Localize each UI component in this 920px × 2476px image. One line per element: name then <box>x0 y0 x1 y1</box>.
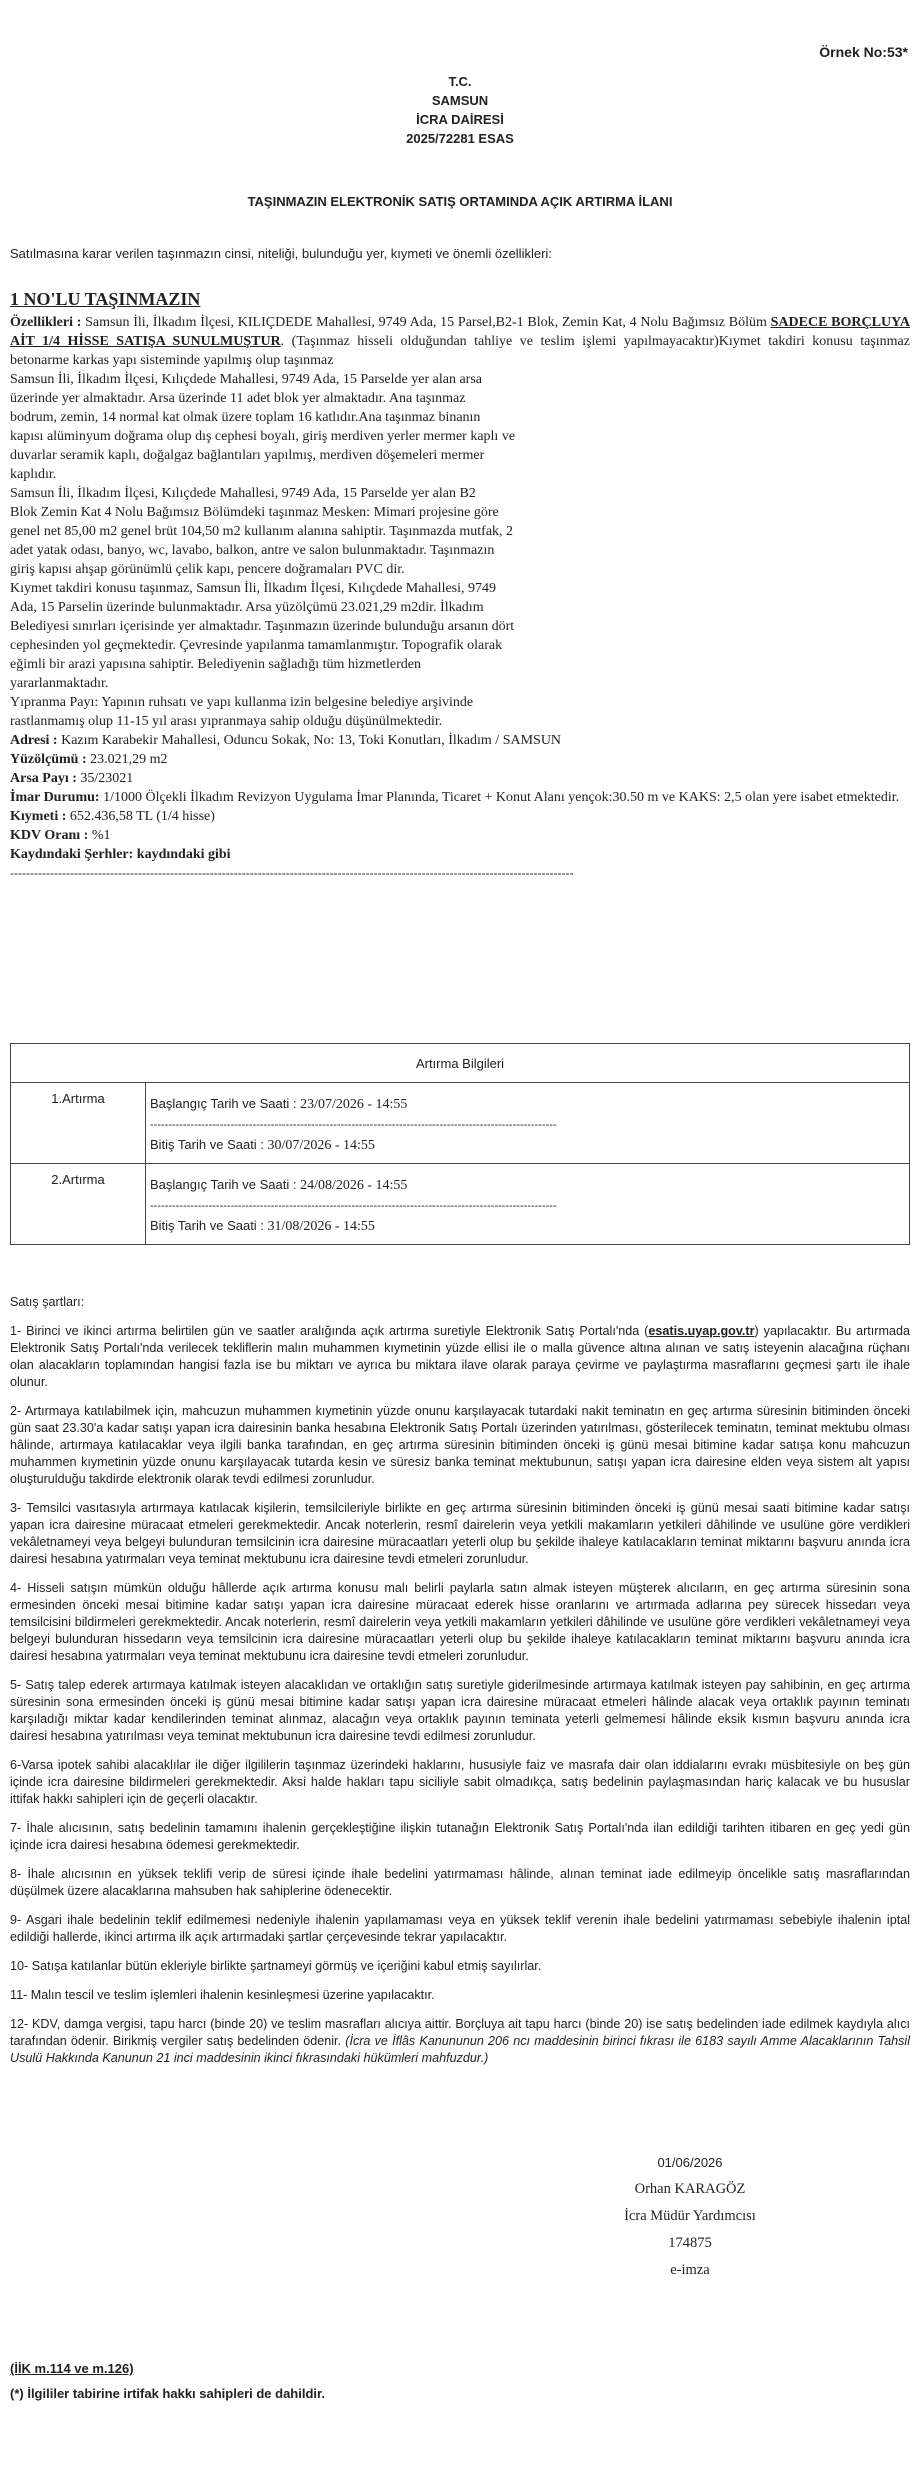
term-8: 8- İhale alıcısının en yüksek teklifi verip de süresi içinde ihale bedelini yatırmaması hâlinde, alınan teminat iade edilmeyip öncelikle satış masraflarından düşülmek üzere alacaklarına mahsuben hak sahiplerine ödenecektir. <box>10 1867 910 1898</box>
end-label: Bitiş Tarih ve Saati : <box>150 1137 264 1152</box>
start-value: 24/08/2026 - 14:55 <box>300 1178 408 1193</box>
property-heading: 1 NO'LU TAŞINMAZIN <box>10 289 201 309</box>
term-9: 9- Asgari ihale bedelinin teklif edilmemesi nedeniyle ihalenin yapılamaması veya en yüksek teklif verenin ihale bedelini yatırmaması sebebiyle ihalenin iptal edildiği hallerde, ikinci artırma ilk açık artırmadaki şartlar çerçevesinde tekrar yapılacaktır. <box>10 1913 910 1944</box>
auction-table-title: Artırma Bilgileri <box>11 1044 910 1083</box>
address-value: Kazım Karabekir Mahallesi, Oduncu Sokak, No: 13, Toki Konutları, İlkadım / SAMSUN <box>61 733 562 748</box>
desc-line: kaplıdır. <box>10 467 57 482</box>
term-12-main: 12- KDV, damga vergisi, tapu harcı (binde 20) ve teslim masrafları alıcıya aittir. Borçluya ait tapu harcı (binde 20) ise satış bedelinden iade edilmek kaydıyla alıcı tarafından ödenir. Birikmiş vergiler satış bedelinden ödenir. <box>10 2017 910 2048</box>
property-features <box>10 313 910 370</box>
sample-number: Örnek No:53* <box>819 44 908 60</box>
features-label: Özellikleri : <box>10 315 82 330</box>
desc-line: duvarlar seramik kaplı, doğalgaz bağlantıları yapılmış, merdiven döşemeleri mermer <box>10 448 485 463</box>
zoning-value: 1/1000 Ölçekli İlkadım Revizyon Uygulama İmar Planında, Ticaret + Konut Alanı yençok:30.50 m ve KAKS: 2,5 olan yere isabet etmektedir. <box>103 790 900 805</box>
term-10: 10- Satışa katılanlar bütün ekleriyle birlikte şartnameyi görmüş ve içeriğini kabul etmiş sayılırlar. <box>10 1959 542 1973</box>
start-line <box>150 1093 905 1116</box>
end-label: Bitiş Tarih ve Saati : <box>150 1218 264 1233</box>
notice-title: TAŞINMAZIN ELEKTRONİK SATIŞ ORTAMINDA AÇIK ARTIRMA İLANI <box>247 194 673 209</box>
term-1 <box>10 1323 910 1391</box>
land-share-value: 35/23021 <box>80 771 134 786</box>
sale-terms <box>10 1294 910 2079</box>
start-line <box>150 1174 905 1197</box>
property-address <box>10 731 910 750</box>
property-value <box>10 807 910 826</box>
end-value: 30/07/2026 - 14:55 <box>267 1138 375 1153</box>
terms-heading: Satış şartları: <box>10 1295 85 1309</box>
land-share-label: Arsa Payı : <box>10 771 77 786</box>
vat-value: %1 <box>91 828 111 843</box>
auction-round-label: 2.Artırma <box>11 1164 146 1245</box>
property-encumbrance <box>10 845 910 864</box>
section-divider: --------------------------------------------------------------------------------------------------------------------------------------------- <box>10 866 574 880</box>
value-label: Kıymeti : <box>10 809 67 824</box>
term-11: 11- Malın tescil ve teslim işlemleri ihalenin kesinleşmesi üzerine yapılacaktır. <box>10 1988 435 2002</box>
desc-line: Samsun İli, İlkadım İlçesi, Kılıçdede Mahallesi, 9749 Ada, 15 Parselde yer alan B2 <box>10 486 476 501</box>
start-label: Başlangıç Tarih ve Saati : <box>150 1177 297 1192</box>
address-label: Adresi : <box>10 733 58 748</box>
signature-date: 01/06/2026 <box>657 2155 723 2170</box>
property-description <box>10 370 590 731</box>
vat-label: KDV Oranı : <box>10 828 89 843</box>
term-2: 2- Artırmaya katılabilmek için, mahcuzun muhammen kıymetinin yüzde onunu karşılayacak tutardaki nakit teminatın en geç artırma süresinin bitiminden önceki gün saat 23.30'a kadar satışı yapan icra dairesinin banka hesabına Elektronik Satış Portalı üzerinden yatırılması, gösterilecek teminatın, teminat mektubu olması hâlinde, artırmaya katılacaklar veya ilgili banka tarafından, en geç artırma süresinin bitiminden önceki iş günü mesai bitimine kadar satışa konu mahcuzun muhammen kıymetinin yüzde onunu karşılayacak tutarda kesin ve süresiz banka teminat mektubunun, satışı yapan icra dairesine elden veya sistem alt yapısı oluşturulduğu takdirde elektronik olarak tevdi edilmesi zorunludur. <box>10 1404 910 1486</box>
auction-round-label: 1.Artırma <box>11 1083 146 1164</box>
desc-line: bodrum, zemin, 14 normal kat olmak üzere toplam 16 katlıdır.Ana taşınmaz binanın <box>10 410 481 425</box>
desc-line: Belediyesi sınırları içerisinde yer almaktadır. Taşınmazın üzerinde bulunduğu arsanın dört <box>10 619 515 634</box>
term-1-pre: 1- Birinci ve ikinci artırma belirtilen gün ve saatler aralığında açık artırma suretiyle Elektronik Satış Portalı'nda ( <box>10 1324 649 1338</box>
auction-table <box>10 1043 910 1245</box>
desc-line: yararlanmaktadır. <box>10 676 109 691</box>
desc-line: Ada, 15 Parselin üzerinde bulunmaktadır. Arsa yüzölçümü 23.021,29 m2dir. İlkadım <box>10 600 484 615</box>
signatory-title: İcra Müdür Yardımcısı <box>624 2208 756 2224</box>
start-label: Başlangıç Tarih ve Saati : <box>150 1096 297 1111</box>
auction-round-dates <box>146 1164 910 1245</box>
signatory-name: Orhan KARAGÖZ <box>634 2181 746 2197</box>
zoning-label: İmar Durumu: <box>10 790 100 805</box>
row-divider: --------------------------------------------------------------------------------------------------------------- <box>150 1200 557 1212</box>
share-notice: SADECE BORÇLUYA AİT 1/4 HİSSE SATIŞA SUNULMUŞTUR <box>10 315 910 349</box>
start-value: 23/07/2026 - 14:55 <box>300 1097 408 1112</box>
term-6: 6-Varsa ipotek sahibi alacaklılar ile diğer ilgililerin taşınmaz üzerindeki haklarını, hususiyle faiz ve masrafa dair olan iddialarını evrakı müsbitesiyle on beş gün içinde icra dairesine bildirmeleri gerekmektedir. Aksi halde hakları tapu siciliyle sabit olmadıkça, satış bedelinin paylaşmasından hariç kalacak ve bu hususlar ittifak hakkı sahipleri için de geçerli olacaktır. <box>10 1758 910 1806</box>
features-text: Samsun İli, İlkadım İlçesi, KILIÇDEDE Mahallesi, 9749 Ada, 15 Parsel,B2-1 Blok, Zemin Kat, 4 Nolu Bağımsız Bölüm <box>85 315 767 330</box>
desc-line: kapısı alüminyum doğrama olup dış cephesi boyalı, giriş merdiven yerler mermer kaplı ve <box>10 429 516 444</box>
encumbrance-label: Kaydındaki Şerhler: <box>10 847 134 862</box>
signature-block <box>560 2149 820 2284</box>
law-reference: (İİK m.114 ve m.126) <box>10 2361 134 2376</box>
desc-line: rastlanmamış olup 11-15 yıl arası yıpranmaya sahip olduğu düşünülmektedir. <box>10 714 443 729</box>
desc-line: genel net 85,00 m2 genel brüt 104,50 m2 kullanım alanına sahiptir. Taşınmazda mutfak, 2 <box>10 524 514 539</box>
property-land-share <box>10 769 910 788</box>
desc-line: cephesinden yol geçmektedir. Çevresinde yapılanma tamamlanmıştır. Topografik olarak <box>10 638 503 653</box>
end-line <box>150 1134 905 1157</box>
term-3: 3- Temsilci vasıtasıyla artırmaya katılacak kişilerin, temsilcileriyle birlikte en geç artırma süresinin bitiminden önceki iş günü mesai saati bitimine kadar satışı yapan icra dairesine müracaat etmeleri gerekmektedir. Ancak noterlerin, resmî dairelerin veya yetkili makamların yetkileri dâhilinde ve usulüne göre verdikleri vekâletnameyi veya belgeyi bulunduran temsilcinin icra dairesine müracaatları yeterli olup bu şekilde ihaleye katılacakların teminat miktarını başvuru anında icra dairesi hesabına yatırmaları veya teminat mektubunu icra dairesine tevdi etmeleri zorunludur. <box>10 1501 910 1566</box>
area-value: 23.021,29 m2 <box>90 752 168 767</box>
term-7: 7- İhale alıcısının, satış bedelinin tamamını ihalenin gerçekleştiğine ilişkin tutanağın Elektronik Satış Portalı'nda ilan edildiği tarihten itibaren en geç yedi gün içinde icra dairesi hesabına ödemesi gerekmektedir. <box>10 1821 910 1852</box>
area-label: Yüzölçümü : <box>10 752 87 767</box>
desc-line: giriş kapısı ahşap görünümlü çelik kapı, pencere doğramaları PVC dir. <box>10 562 405 577</box>
desc-line: Yıpranma Payı: Yapının ruhsatı ve yapı kullanma izin belgesine belediye arşivinde <box>10 695 474 710</box>
header-city: SAMSUN <box>431 93 489 108</box>
term-5: 5- Satış talep ederek artırmaya katılmak isteyen alacaklıdan ve ortaklığın satış suretiyle giderilmesinde artırmaya katılmak isteyen pay sahibinin, en geç artırma süresinin sona ermesinden önceki iş günü mesai bitimine kadar satışı yapan icra dairesine müracaat etmeleri hâlinde alacak veya ortaklık payının teminatı karşıladığı miktar kadar kendilerinden teminat alınmaz, alacağın veya ortaklık payının teminata yeterli gelmemesi hâlinde eksik kısmın başvuru anında icra dairesi hesabına yatırılması veya teminat mektubunun icra dairesine tevdi edilmesi zorunludur. <box>10 1678 910 1743</box>
auction-round-dates <box>146 1083 910 1164</box>
property-area <box>10 750 910 769</box>
esatis-link[interactable]: esatis.uyap.gov.tr <box>648 1324 755 1338</box>
term-12-legal-note: (İcra ve İflâs Kanununun 206 ncı maddesinin birinci fıkrası ile 6183 sayılı Amme Alacaklarının Tahsil Usulü Hakkında Kanunun 21 inci maddesinin ikinci fıkrasındaki hükümleri mahfuzdur.) <box>10 2034 910 2065</box>
desc-line: adet yatak odası, banyo, wc, lavabo, balkon, antre ve salon bulunmaktadır. Taşınmazın <box>10 543 495 558</box>
header-office: İCRA DAİRESİ <box>416 112 504 127</box>
end-value: 31/08/2026 - 14:55 <box>267 1219 375 1234</box>
signatory-id: 174875 <box>668 2235 712 2251</box>
desc-line: Kıymet takdiri konusu taşınmaz, Samsun İli, İlkadım İlçesi, Kılıçdede Mahallesi, 9749 <box>10 581 497 596</box>
row-divider: --------------------------------------------------------------------------------------------------------------- <box>150 1119 557 1131</box>
signature-type: e-imza <box>670 2262 710 2278</box>
share-note: . (Taşınmaz hisseli olduğundan tahliye ve teslim işlemi yapılmayacaktır)Kıymet takdiri konusu taşınmaz betonarme karkas yapı sisteminde yapılmış olup taşınmaz <box>10 334 910 368</box>
desc-line: üzerinde yer almaktadır. Arsa üzerinde 11 adet blok yer almaktadır. Ana taşınmaz <box>10 391 466 406</box>
end-line <box>150 1215 905 1238</box>
intro-text: Satılmasına karar verilen taşınmazın cinsi, niteliği, bulunduğu yer, kıymeti ve önemli özellikleri: <box>10 246 552 261</box>
footnote: (*) İlgililer tabirine irtifak hakkı sahipleri de dahildir. <box>10 2386 325 2401</box>
auction-row <box>11 1083 910 1164</box>
desc-line: eğimli bir arazi yapısına sahiptir. Belediyenin sağladığı tüm hizmetlerden <box>10 657 421 672</box>
header-file-number: 2025/72281 ESAS <box>406 131 514 146</box>
property-zoning <box>10 788 910 807</box>
encumbrance-value: kaydındaki gibi <box>136 847 231 862</box>
value-amount: 652.436,58 TL (1/4 hisse) <box>69 809 215 824</box>
term-4: 4- Hisseli satışın mümkün olduğu hâllerde açık artırma konusu malı belirli paylarla satın almak isteyen müşterek alıcıların, en geç artırma süresinin sona ermesinden önceki mesai bitimine kadar satışı yapan icra dairesine müracaat ederek hisse oranlarını ve artırmada adlarına pey sürecek hissedarı veya temsilcisini bildirmeleri gerekmektedir. Ancak noterlerin, resmî dairelerin veya yetkili makamların yetkileri dâhilinde ve usulüne göre verdikleri vekâletnameyi veya belgeyi bulunduran hissedarın veya temsilcinin icra dairesine müracaatları yeterli olup bu şekilde ihaleye katılacakların teminat miktarını başvuru anında icra dairesi hesabına yatırmaları veya teminat mektubunu icra dairesine tevdi etmeleri zorunludur. <box>10 1581 910 1663</box>
auction-row <box>11 1164 910 1245</box>
desc-line: Blok Zemin Kat 4 Nolu Bağımsız Bölümdeki taşınmaz Mesken: Mimari projesine göre <box>10 505 499 520</box>
desc-line: Samsun İli, İlkadım İlçesi, Kılıçdede Mahallesi, 9749 Ada, 15 Parselde yer alan arsa <box>10 372 482 387</box>
property-vat <box>10 826 910 845</box>
term-1-post: ) yapılacaktır. Bu artırmada Elektronik Satış Portalı'nda verilecek tekliflerin malın muhammen kıymetinin yüzde ellisi ile o malla güvence altına alınan ve satış isteyenin alacağına rüçhanı olan alacakların toplamından hangisi fazla ise bu miktarı ve ayrıca bu miktara ilave olarak paraya çevirme ve paylaştırma masraflarını geçmesi şartı ile ihale olunur. <box>10 1324 910 1389</box>
term-12 <box>10 2016 910 2067</box>
property-section <box>10 287 910 883</box>
header-country: T.C. <box>448 74 472 89</box>
document-header <box>0 72 920 148</box>
